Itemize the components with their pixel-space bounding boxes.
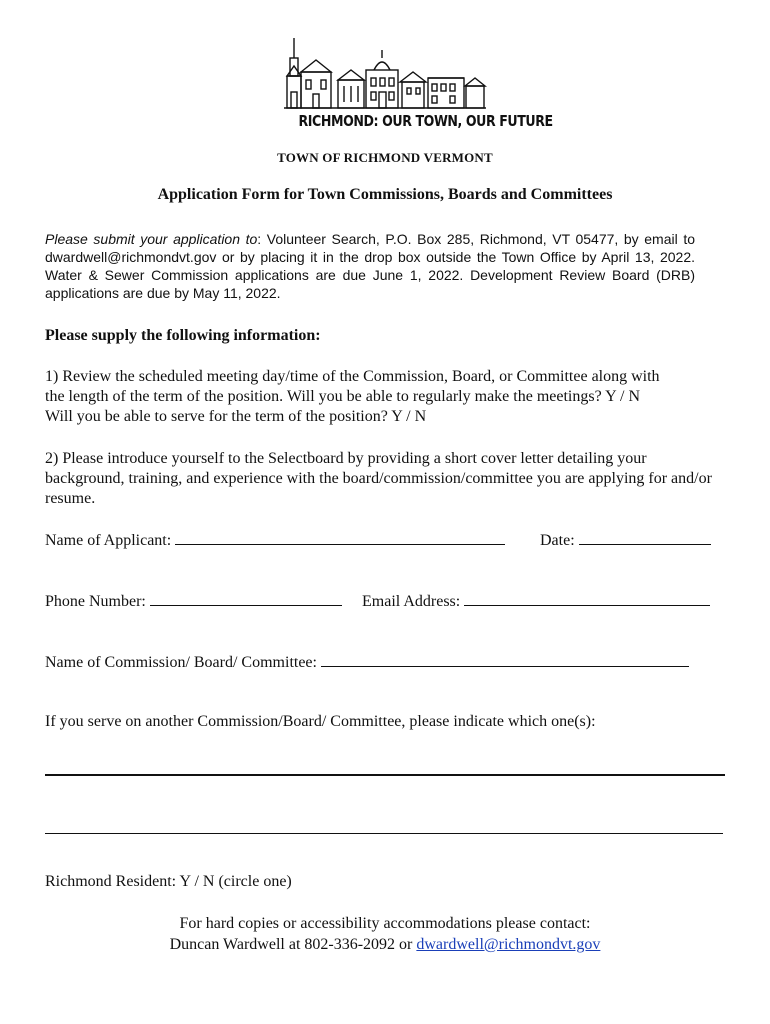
submission-instructions [45, 230, 695, 302]
question-2: 2) Please introduce yourself to the Selectboard by providing a short cover letter detailing your background, training, and experience with the board/commission/committee you are applying for and/or resume. [45, 450, 712, 507]
phone-blank[interactable] [150, 591, 342, 606]
contact-line-2 [0, 934, 770, 955]
contact-email-link[interactable]: dwardwell@richmondvt.gov [416, 936, 601, 953]
date-blank[interactable] [579, 530, 711, 545]
question-1-line-3: Will you be able to serve for the term of the position? Y / N [45, 408, 427, 425]
applicant-name-label: Name of Applicant: [45, 532, 172, 549]
applicant-name-blank[interactable] [175, 530, 505, 545]
question-1-line-1: 1) Review the scheduled meeting day/time of the Commission, Board, or Committee along with [45, 368, 660, 385]
section-heading: Please supply the following information: [45, 327, 321, 344]
other-service-line-1[interactable] [45, 774, 725, 776]
resident-question: Richmond Resident: Y / N (circle one) [45, 873, 292, 890]
phone-label: Phone Number: [45, 593, 146, 610]
town-name: TOWN OF RICHMOND VERMONT [277, 150, 493, 165]
contact-info [0, 913, 770, 955]
logo-caption: RICHMOND: OUR TOWN, OUR FUTURE [298, 112, 553, 130]
applicant-name-field[interactable] [45, 530, 505, 550]
commission-field[interactable] [45, 652, 689, 672]
phone-field[interactable] [45, 591, 342, 611]
commission-label: Name of Commission/ Board/ Committee: [45, 654, 317, 671]
other-service-label: If you serve on another Commission/Board/ Committee, please indicate which one(s): [45, 713, 596, 730]
email-field[interactable] [362, 591, 710, 611]
instructions-body: : Volunteer Search, P.O. Box 285, Richmond, VT 05477, by email to dwardwell@richmondvt.gov or by placing it in the drop box outside the Town Office by April 13, 2022. Water & Sewer Commission applications are due June 1, 2022. Development Review Board (DRB) applications are due by May 11, 2022. [45, 231, 695, 301]
date-label: Date: [540, 532, 575, 549]
page-title: Application Form for Town Commissions, Boards and Committees [157, 186, 613, 203]
other-service-line-2[interactable] [45, 833, 723, 834]
contact-line-1: For hard copies or accessibility accommodations please contact: [179, 915, 591, 932]
question-1 [45, 367, 725, 427]
question-1-line-2: the length of the term of the position. Will you be able to regularly make the meetings? Y / N [45, 388, 641, 405]
contact-line-2-prefix: Duncan Wardwell at 802-336-2092 or [169, 936, 417, 953]
commission-blank[interactable] [321, 652, 689, 667]
instructions-lead: Please submit your application to [45, 231, 258, 247]
town-skyline-logo-icon [282, 36, 488, 112]
date-field[interactable] [540, 530, 711, 550]
email-label: Email Address: [362, 593, 461, 610]
email-blank[interactable] [464, 591, 710, 606]
